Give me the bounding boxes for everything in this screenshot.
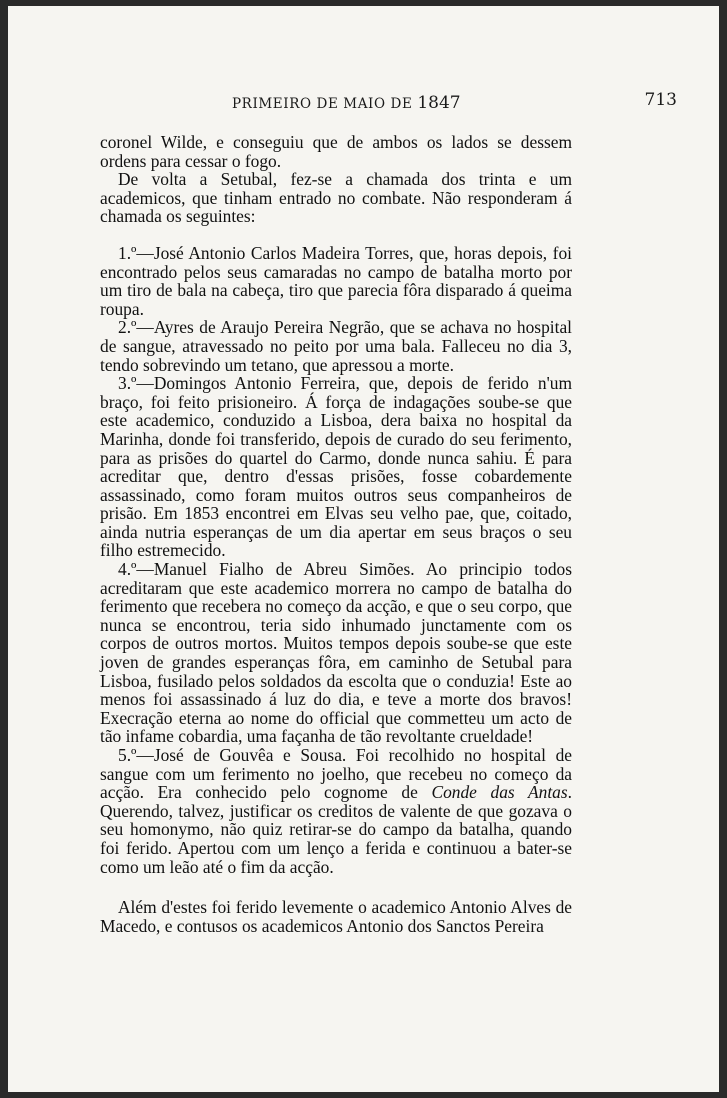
paragraph-others-wounded: Além d'estes foi ferido levemente o academico Antonio Alves de Macedo, e contusos os academicos Antonio dos Sanctos Pereira bbox=[100, 897, 572, 936]
list-item-3: 3.º—Domingos Antonio Ferreira, que, depois de ferido n'um braço, foi feito prisioneiro. Á força de indagações soube-se que este academico, conduzido a Lisboa, dera baixa no hospital da Marinha, donde foi transferido, depois de curado do seu ferimento, para as prisões do quartel do Carmo, donde nunca sahiu. É para acreditar que, dentro d'essas prisões, fosse cobardemente assassinado, como foram muitos outros seus companheiros de prisão. Em 1853 encontrei em Elvas seu velho pae, que, coitado, ainda nutria esperanças de um dia apertar em seus braços o seu filho estremecido. bbox=[100, 373, 572, 561]
page-body bbox=[100, 133, 572, 935]
paragraph-return-setubal: De volta a Setubal, fez-se a chamada dos trinta e um academicos, que tinham entrado no combate. Não responderam á chamada os seguintes: bbox=[100, 169, 572, 227]
paragraph-spacer-large bbox=[100, 876, 572, 898]
running-title bbox=[232, 93, 461, 113]
paragraph-spacer bbox=[100, 226, 572, 244]
running-title-text: PRIMEIRO DE MAIO DE bbox=[232, 96, 413, 112]
list-item-5-text-a: 5.º—José de Gouvêa e Sousa. Foi recolhido no hospital de sangue com um ferimento no joelho, que recebeu no começo da acção. Era conhecido pelo cognome de bbox=[100, 745, 572, 803]
book-page bbox=[8, 6, 719, 1092]
list-item-4: 4.º—Manuel Fialho de Abreu Simões. Ao principio todos acreditaram que este academico morrera no campo de batalha do ferimento que recebera no começo da acção, e que o seu corpo, que nunca se encontrou, teria sido inhumado junctamente com os corpos de outros mortos. Muitos tempos depois soube-se que este joven de grandes esperanças fôra, em caminho de Setubal para Lisboa, fusilado pelos soldados da escolta que o conduzia! Este ao menos foi assassinado á luz do dia, e teve a morte dos bravos! Execração eterna ao nome do official que commetteu um acto de tão infame cobardia, uma façanha de tão revoltante crueldade! bbox=[100, 559, 572, 747]
list-item-5 bbox=[100, 746, 572, 876]
page-header bbox=[100, 90, 677, 114]
list-item-5-nickname: Conde das Antas bbox=[431, 782, 568, 803]
list-item-1: 1.º—José Antonio Carlos Madeira Torres, que, horas depois, foi encontrado pelos seus camaradas no campo de batalha morto por um tiro de bala na cabeça, tiro que parecia fôra disparado á queima roupa. bbox=[100, 242, 572, 319]
page-number: 713 bbox=[644, 90, 677, 110]
running-title-year: 1847 bbox=[417, 93, 461, 113]
paragraph-continuation: coronel Wilde, e conseguiu que de ambos os lados se dessem ordens para cessar o fogo. bbox=[100, 132, 572, 171]
list-item-5-text-b: . Querendo, talvez, justificar os creditos de valente de que gozava o seu homonymo, não quiz retirar-se do campo da batalha, quando foi ferido. Apertou com um lenço a ferida e continuou a bater-se como um leão até o fim da acção. bbox=[100, 782, 572, 877]
list-item-2: 2.º—Ayres de Araujo Pereira Negrão, que se achava no hospital de sangue, atravessado no peito por uma bala. Falleceu no dia 3, tendo sobrevindo um tetano, que apressou a morte. bbox=[100, 317, 572, 375]
